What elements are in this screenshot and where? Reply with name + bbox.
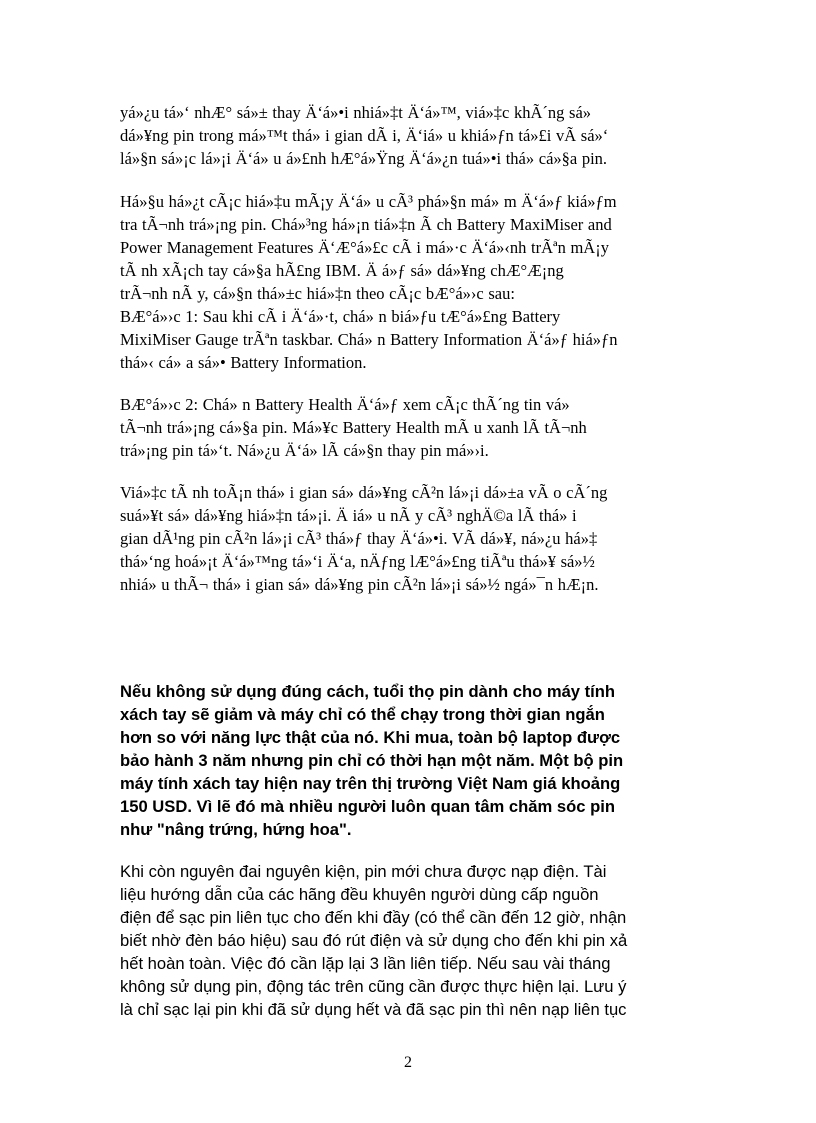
body-paragraph [120, 860, 705, 1021]
text-line: suá»¥t sá» dá»¥ng hiá»‡n tá»¡i. Ä iá» u nÃ y cÃ³ nghÄ©a lÃ thá» i [120, 506, 577, 525]
text-line: gian dÃ¹ng pin cÃ²n lá»¡i cÃ³ thá»ƒ thay Ä‘á»•i. VÃ dá»¥, ná»¿u há»‡ [120, 529, 598, 548]
text-line: Nếu không sử dụng đúng cách, tuổi thọ pin dành cho máy tính [120, 682, 616, 701]
text-line: bảo hành 3 năm nhưng pin chỉ có thời hạn một năm. Một bộ pin [120, 751, 624, 770]
text-line: Power Management Features Ä‘Æ°á»£c cÃ i má»·c Ä‘á»‹nh trÃªn mÃ¡y [120, 238, 609, 257]
text-line: nhiá» u thÃ¬ thá» i gian sá» dá»¥ng pin cÃ²n lá»¡i sá»½ ngá»¯n hÆ¡n. [120, 575, 599, 594]
text-line: là chỉ sạc lại pin khi đã sử dụng hết và đã sạc pin thì nên nạp liên tục [120, 1000, 627, 1019]
bold-intro-paragraph [120, 680, 702, 841]
text-line: tra tÃ¬nh trá»¡ng pin. Chá»³ng há»¡n tiá»‡n Ã ch Battery MaxiMiser and [120, 215, 612, 234]
page-number: 2 [404, 1054, 412, 1071]
text-line: trá»¡ng pin tá»‘t. Ná»¿u Ä‘á» lÃ cá»§n thay pin má»›i. [120, 441, 489, 460]
text-line: tÃ nh xÃ¡ch tay cá»§a hÃ£ng IBM. Ä á»ƒ sá» dá»¥ng chÆ°Æ¡ng [120, 261, 564, 280]
text-line: Viá»‡c tÃ nh toÃ¡n thá» i gian sá» dá»¥ng cÃ²n lá»¡i dá»±a vÃ o cÃ´ng [120, 483, 608, 502]
text-line: dá»¥ng pin trong má»™t thá» i gian dÃ i, Ä‘iá» u khiá»ƒn tá»£i vÃ sá»‘ [120, 126, 609, 145]
text-line: trÃ¬nh nÃ y, cá»§n thá»±c hiá»‡n theo cÃ¡c bÆ°á»›c sau: [120, 284, 515, 303]
garbled-paragraph-4 [120, 481, 700, 596]
text-line: liệu hướng dẫn của các hãng đều khuyên người dùng cấp nguồn [120, 885, 599, 904]
text-line: thá»‘ng hoá»¡t Ä‘á»™ng tá»‘i Ä‘a, nÄƒng lÆ°á»£ng tiÃªu thá»¥ sá»½ [120, 552, 595, 571]
text-line: yá»¿u tá»‘ nhÆ° sá»± thay Ä‘á»•i nhiá»‡t Ä‘á»™, viá»‡c khÃ´ng sá» [120, 103, 592, 122]
text-line: 150 USD. Vì lẽ đó mà nhiều người luôn quan tâm chăm sóc pin [120, 797, 615, 816]
text-line: MixiMiser Gauge trÃªn taskbar. Chá» n Battery Information Ä‘á»ƒ hiá»ƒn [120, 330, 618, 349]
text-line: Khi còn nguyên đai nguyên kiện, pin mới chưa được nạp điện. Tài [120, 862, 607, 881]
text-line: máy tính xách tay hiện nay trên thị trường Việt Nam giá khoảng [120, 774, 621, 793]
text-line: thá»‹ cá» a sá»• Battery Information. [120, 353, 367, 372]
text-line: điện để sạc pin liên tục cho đến khi đầy (có thể cần đến 12 giờ, nhận [120, 908, 627, 927]
text-line: xách tay sẽ giảm và máy chỉ có thể chạy trong thời gian ngắn [120, 705, 605, 724]
text-line: tÃ¬nh trá»¡ng cá»§a pin. Má»¥c Battery Health mÃ u xanh lÃ tÃ¬nh [120, 418, 587, 437]
text-line: Há»§u há»¿t cÃ¡c hiá»‡u mÃ¡y Ä‘á» u cÃ³ phá»§n má» m Ä‘á»ƒ kiá»ƒm [120, 192, 617, 211]
garbled-paragraph-1 [120, 101, 700, 170]
text-line: hết hoàn toàn. Việc đó cần lặp lại 3 lần liên tiếp. Nếu sau vài tháng [120, 954, 611, 973]
text-line: như "nâng trứng, hứng hoa". [120, 820, 352, 839]
text-line: lá»§n sá»¡c lá»¡i Ä‘á» u á»£nh hÆ°á»Ÿng Ä‘á»¿n tuá»•i thá» cá»§a pin. [120, 149, 608, 168]
text-line: BÆ°á»›c 1: Sau khi cÃ i Ä‘á»·t, chá» n biá»ƒu tÆ°á»£ng Battery [120, 307, 561, 326]
garbled-paragraph-3 [120, 393, 700, 462]
text-line: không sử dụng pin, động tác trên cũng cần được thực hiện lại. Lưu ý [120, 977, 627, 996]
text-line: hơn so với năng lực thật của nó. Khi mua, toàn bộ laptop được [120, 728, 621, 747]
text-line: biết nhờ đèn báo hiệu) sau đó rút điện và sử dụng cho đến khi pin xả [120, 931, 628, 950]
text-line: BÆ°á»›c 2: Chá» n Battery Health Ä‘á»ƒ xem cÃ¡c thÃ´ng tin vá» [120, 395, 570, 414]
garbled-paragraph-2 [120, 190, 700, 374]
